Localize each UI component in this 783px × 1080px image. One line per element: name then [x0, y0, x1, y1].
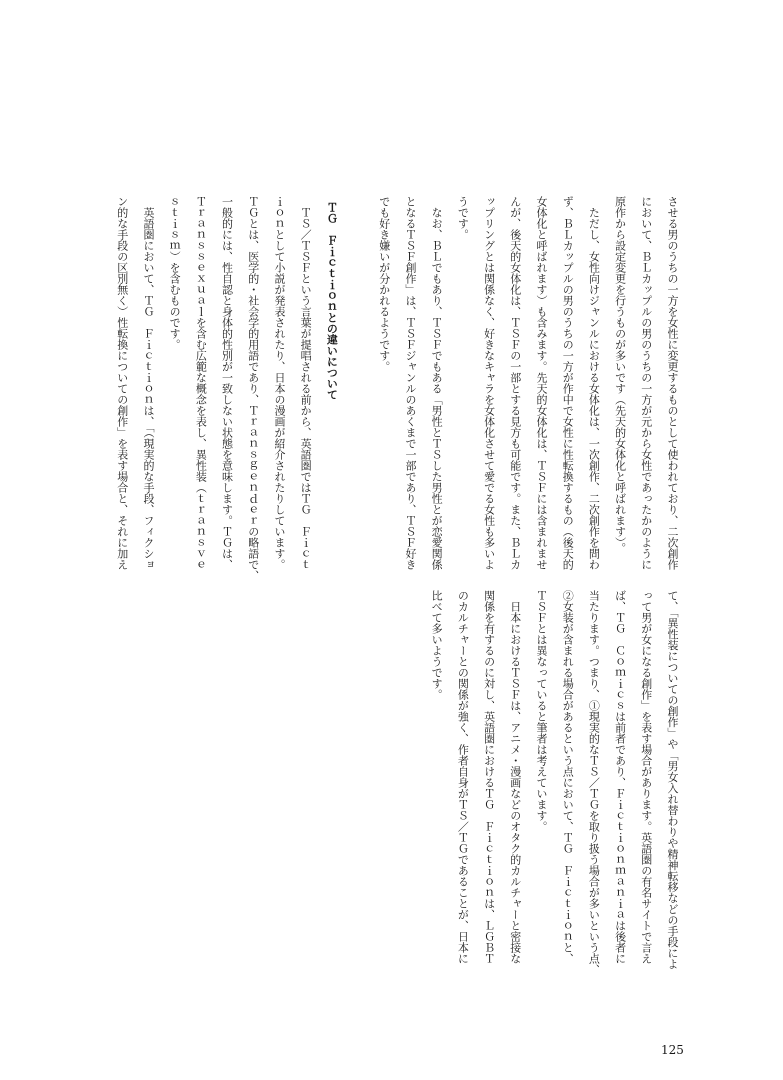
text-line: ただし、女性向けジャンルにおける女体化は、一次創作、二次創作を問わ	[587, 207, 601, 570]
text-line: 関係を有するのに対し、英語圏におけるＴＧ Ｆｉｃｔｉｏｎは、ＬＧＢＴ	[482, 590, 496, 964]
text-line: 比べて多いようです。	[430, 590, 444, 700]
text-line: となるＴＳＦ創作」は、ＴＳＦジャンルのあくまで一部であり、ＴＳＦ好き	[403, 196, 417, 570]
text-line: うです。	[456, 196, 470, 240]
text-line: ず、ＢＬカップルの男のうちの一方が作中で女性に性転換するもの（後天的	[561, 196, 575, 570]
text-line: 日本におけるＴＳＦは、アニメ・漫画などのオタク的カルチャーと密接な	[508, 601, 522, 964]
text-line: って男が女になる創作」を表す場合があります。英語圏の有名サイトで言え	[639, 590, 653, 964]
text-line: させる男のうちの一方を女性に変更するものとして使われており、二次創作	[666, 196, 679, 570]
text-line: ②女装が含まれる場合があるという点において、ＴＧ Ｆｉｃｔｉｏｎと、	[561, 590, 575, 964]
text-line: ＴＧとは、医学的・社会学的用語であり、Ｔｒａｎｓｇｅｎｄｅｒの略語で、	[246, 196, 260, 581]
text-line: ｓｔｉｓｍ）を含むものです。	[168, 196, 182, 350]
text-line: なお、ＢＬでもあり、ＴＳＦでもある「男性とＴＳした男性とが恋愛関係	[430, 207, 444, 570]
text-line: Ｔｒａｎｓｓｅｘｕａｌを含む広範な概念を表し、異性装（ｔｒａｎｓｖｅ	[194, 196, 208, 570]
text-line: んが、後天的女体化は、ＴＳＦの一部とする見方も可能です。また、ＢＬカ	[508, 196, 522, 570]
blank-line	[344, 196, 370, 580]
text-line: ン的な手段の区別無く）性転換についての創作」を表す場合と、それに加え	[115, 196, 129, 570]
text-line: 一般的には、性自認と身体的性別が一致しない状態を意味します。ＴＧは、	[220, 196, 234, 570]
text-line: において、ＢＬカップルの男のうちの一方が元から女性であったかのように	[639, 196, 653, 570]
text-line: 女体化と呼ばれます）も含みます。先天的女体化は、ＴＳＦには含まれませ	[534, 196, 548, 570]
text-line: でも好き嫌いが分かれるようです。	[377, 196, 391, 372]
page-number: 125	[661, 1043, 684, 1057]
text-line: ＴＳＦとは異なっていると筆者は考えています。	[534, 590, 548, 832]
text-line: 当たります。つまり、①現実的なＴＳ／ＴＧを取り扱う場合が多いという点、	[587, 590, 601, 975]
body-text-bottom-tier	[423, 590, 685, 990]
body-text-top-tier	[109, 196, 685, 580]
text-line: て、「異性装についての創作」や「男女入れ替わりや精神転移などの手段によ	[666, 590, 679, 970]
text-line: ｉｏｎとして小説が発表されたり、日本の漫画が紹介されたりしています。	[272, 196, 286, 570]
text-line: ば、ＴＧ Ｃｏｍｉｃｓは前者であり、Ｆｉｃｔｉｏｎｍａｎｉａは後者に	[613, 590, 627, 964]
section-heading: ＴＧ Ｆｉｃｔｉｏｎとの違いについて	[325, 202, 339, 400]
text-line: 原作から設定変更を行うものが多いです（先天的女体化と呼ばれます）。	[613, 196, 627, 554]
text-line: のカルチャーとの関係が強く、作者自身がＴＳ／ＴＧであることが、日本に	[456, 590, 470, 964]
text-line: 英語圏において、ＴＧ Ｆｉｃｔｉｏｎは、「（現実的な手段、フィクショ	[141, 207, 155, 570]
text-line: ップリングとは関係なく、好きなキャラを女体化させて愛でる女性も多いよ	[482, 196, 496, 570]
text-line: ＴＳ／ＴＳＦという言葉が提唱される前から、英語圏ではＴＧ Ｆｉｃｔ	[299, 207, 313, 570]
